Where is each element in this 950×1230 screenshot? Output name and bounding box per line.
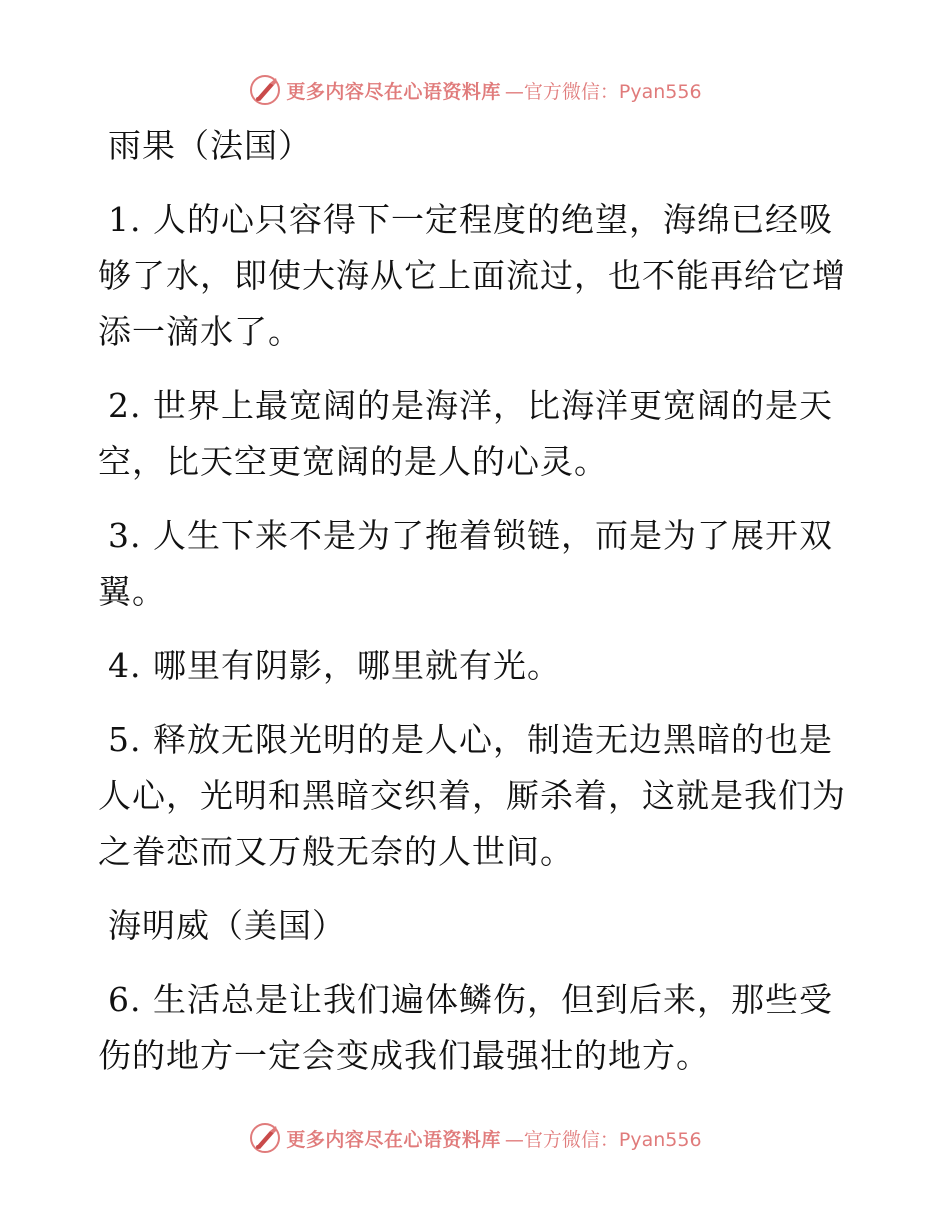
quote-paragraph-1: 1. 人的心只容得下一定程度的绝望，海绵已经吸够了水，即使大海从它上面流过，也不能再给它增添一滴水了。 [98,200,846,351]
banner-main-text: 更多内容尽在心语资料库 [286,1128,501,1151]
author-heading-hugo: 雨果（法国） [108,126,312,165]
author-heading-hemingway: 海明威（美国） [108,906,346,945]
quote-paragraph-4: 4. 哪里有阴影，哪里就有光。 [108,646,561,685]
quote-paragraph-3: 3. 人生下来不是为了拖着锁链，而是为了展开双翼。 [98,516,833,611]
quill-pen-logo-icon [248,73,282,107]
quote-paragraph-6: 6. 生活总是让我们遍体鳞伤，但到后来，那些受伤的地方一定会变成我们最强壮的地方。 [98,980,833,1075]
banner-wechat-text: —官方微信：Pyan556 [504,80,702,103]
quill-pen-logo-icon [248,1121,282,1155]
quote-paragraph-5: 5. 释放无限光明的是人心，制造无边黑暗的也是人心，光明和黑暗交织着，厮杀着，这就是我们为之眷恋而又万般无奈的人世间。 [98,720,846,871]
banner-main-text: 更多内容尽在心语资料库 [286,80,501,103]
footer-banner [0,1118,950,1158]
quote-paragraph-2: 2. 世界上最宽阔的是海洋，比海洋更宽阔的是天空，比天空更宽阔的是人的心灵。 [98,386,833,481]
header-banner [0,70,950,110]
banner-wechat-text: —官方微信：Pyan556 [504,1128,702,1151]
document-body [98,118,850,1102]
